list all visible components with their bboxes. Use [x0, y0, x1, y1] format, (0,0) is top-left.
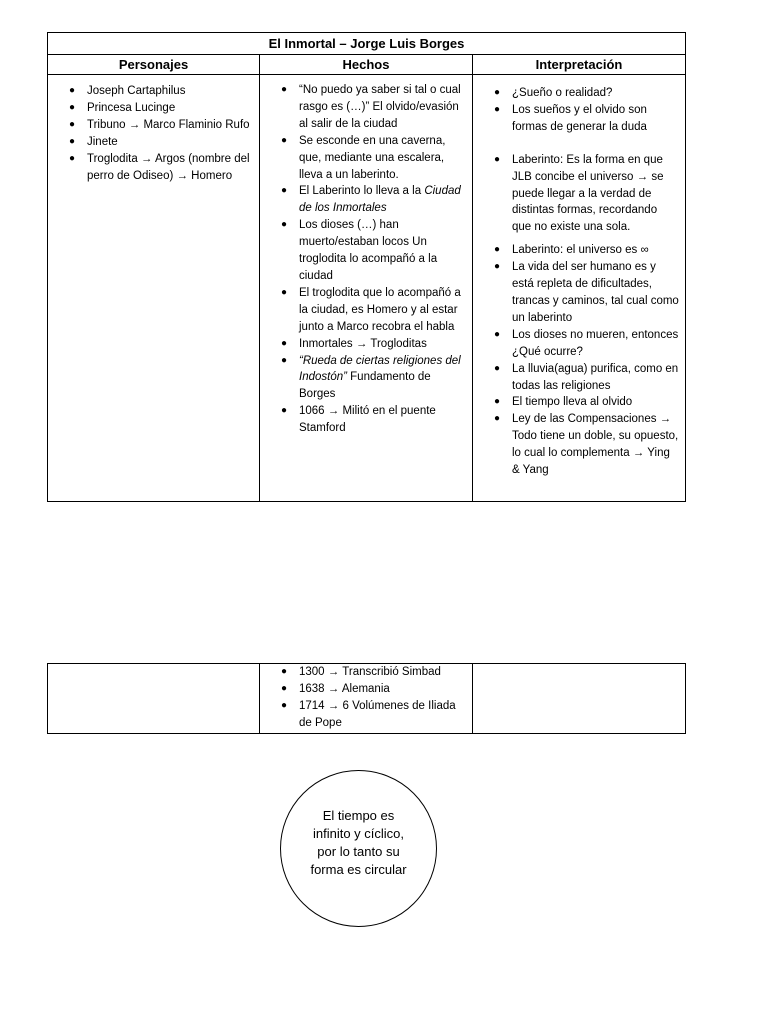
circle-text: El tiempo es infinito y cíclico, por lo tanto su forma es circular: [310, 807, 407, 877]
list-item: ● El tiempo lleva al olvido: [494, 396, 633, 409]
list-item: ● 1714 → 6 Volúmenes de Iliada de Pope: [281, 699, 456, 729]
list-item: ● Laberinto: el universo es ∞: [494, 244, 649, 257]
header-interpretacion: Interpretación: [473, 55, 686, 75]
personajes-list: [69, 83, 253, 184]
list-item: ● Los dioses no mueren, entonces ¿Qué ocurre?: [494, 328, 679, 358]
list-item: ● 1638 → Alemania: [281, 682, 390, 695]
personajes-cell-continued: [48, 664, 260, 734]
hechos-cell: [260, 75, 473, 502]
interpretacion-cell: [473, 75, 686, 502]
list-item: ● Jinete: [69, 135, 118, 148]
list-item: ● ¿Sueño o realidad?: [494, 87, 613, 99]
list-item: ● Se esconde en una caverna, que, mediante una escalera, lleva a un laberinto.: [281, 134, 446, 181]
list-item: ● Joseph Cartaphilus: [69, 85, 186, 97]
table-title: El Inmortal – Jorge Luis Borges: [48, 33, 686, 55]
list-item: ● Laberinto: Es la forma en que JLB concibe el universo → se puede llegar a la verdad de distintas formas, recordando que no existe una sola.: [494, 153, 664, 234]
list-item: ● El Laberinto lo lleva a la Ciudad de los Inmortales: [281, 185, 461, 215]
header-hechos: Hechos: [260, 55, 473, 75]
time-circle: [280, 770, 437, 927]
list-item: ● 1300 → Transcribió Simbad: [281, 666, 441, 678]
list-item: ● La lluvia(agua) purifica, como en todas las religiones: [494, 362, 679, 392]
borges-table-continuation: [47, 663, 686, 734]
list-item: ● “Rueda de ciertas religiones del Indostón” Fundamento de Borges: [281, 354, 461, 401]
list-item: ● Ley de las Compensaciones → Todo tiene un doble, su opuesto, lo cual lo complementa → Ying & Yang: [494, 413, 679, 477]
interpretacion-cell-continued: [473, 664, 686, 734]
hechos-list: [281, 82, 466, 437]
hechos-cell-continued: [260, 664, 473, 734]
list-item: ● Los dioses (…) han muerto/estaban locos Un troglodita lo acompañó a la ciudad: [281, 219, 438, 282]
list-item: ● Los sueños y el olvido son formas de generar la duda: [494, 103, 647, 133]
borges-table: [47, 32, 686, 502]
list-item: ● El troglodita que lo acompañó a la ciudad, es Homero y al estar junto a Marco recobra el habla: [281, 286, 461, 333]
list-item: ● Troglodita → Argos (nombre del perro de Odiseo) → Homero: [69, 152, 250, 182]
list-item: ● Princesa Lucinge: [69, 101, 176, 114]
list-item: ● 1066 → Militó en el puente Stamford: [281, 405, 436, 435]
list-item: ● “No puedo ya saber si tal o cual rasgo es (…)” El olvido/evasión al salir de la ciudad: [281, 84, 461, 130]
interpretacion-list: [494, 85, 679, 479]
list-item: ● Inmortales → Trogloditas: [281, 337, 427, 350]
personajes-cell: [48, 75, 260, 502]
hechos-list-continued: [281, 664, 466, 732]
list-item: ● Tribuno → Marco Flaminio Rufo: [69, 118, 250, 131]
list-item: ● La vida del ser humano es y está repleta de dificultades, trancas y caminos, tal cual como un laberinto: [494, 261, 679, 324]
header-personajes: Personajes: [48, 55, 260, 75]
